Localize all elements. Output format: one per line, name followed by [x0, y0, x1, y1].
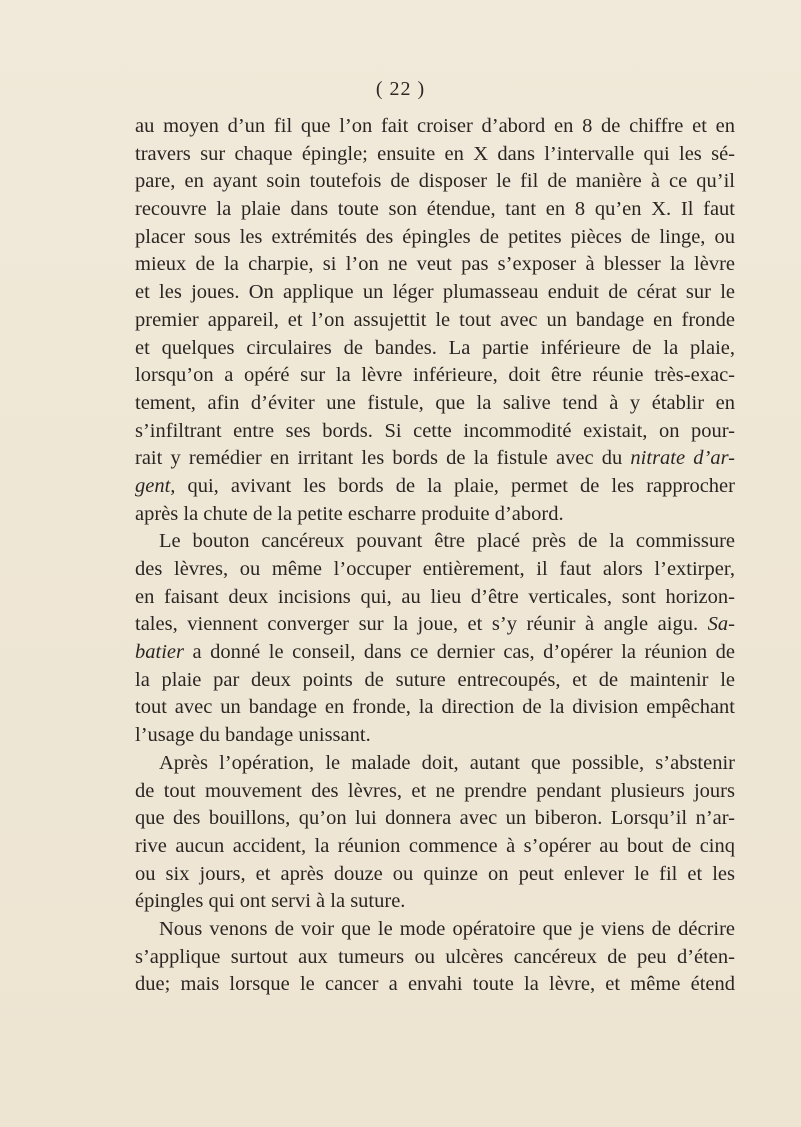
- text-line: Nous venons de voir que le mode opératoire que je viens de décrire: [159, 917, 735, 940]
- text-line: [135, 445, 735, 473]
- text-line: en faisant deux incisions qui, au lieu d’être verticales, sont horizon-: [135, 585, 735, 608]
- text-line: de tout mouvement des lèvres, et ne prendre pendant plusieurs jours: [135, 779, 735, 802]
- text-line: après la chute de la petite escharre produite d’abord.: [135, 502, 564, 525]
- text-line: [135, 473, 735, 501]
- text-line: [135, 611, 735, 639]
- text-line: au moyen d’un fil que l’on fait croiser d’abord en 8 de chiffre et en: [135, 115, 735, 137]
- text-line: [135, 639, 735, 667]
- text-line: épingles qui ont servi à la suture.: [135, 890, 406, 913]
- page-number: ( 22 ): [375, 78, 426, 100]
- text-line: l’usage du bandage unissant.: [135, 724, 371, 747]
- body-text: [135, 113, 735, 999]
- text-line: tement, afin d’éviter une fistule, que la salive tend à y établir en: [135, 391, 735, 414]
- text-line: premier appareil, et l’on assujettit le tout avec un bandage en fronde: [135, 308, 735, 331]
- text-line: rive aucun accident, la réunion commence à s’opérer au bout de cinq: [135, 834, 735, 857]
- text-line: travers sur chaque épingle; ensuite en X dans l’intervalle qui les sé-: [135, 142, 735, 165]
- text-line: des lèvres, ou même l’occuper entièrement, il faut alors l’extirper,: [135, 558, 735, 580]
- italic-term: batier: [135, 641, 184, 664]
- text-line: due; mais lorsque le cancer a envahi toute la lèvre, et même étend: [135, 973, 735, 996]
- text-line: ou six jours, et après douze ou quinze on peut enlever le fil et les: [135, 862, 735, 885]
- text-line: s’applique surtout aux tumeurs ou ulcères cancéreux de peu d’éten-: [135, 945, 735, 968]
- text-run: tales, viennent converger sur la joue, et s’y réunir à angle aigu.: [135, 613, 708, 636]
- italic-term: gent,: [135, 474, 176, 497]
- text-line: pare, en ayant soin toutefois de disposer le fil de manière à ce qu’il: [135, 170, 735, 193]
- text-line: placer sous les extrémités des épingles de petites pièces de linge, ou: [135, 225, 735, 248]
- text-line: et les joues. On applique un léger plumasseau enduit de cérat sur le: [135, 281, 735, 304]
- text-run: a donné le conseil, dans ce dernier cas, d’opérer la réunion de: [183, 641, 735, 664]
- text-run: qui, avivant les bords de la plaie, permet de les rapprocher: [175, 474, 735, 497]
- text-run: rait y remédier en irritant les bords de la fistule avec du: [135, 447, 631, 470]
- text-line: s’infiltrant entre ses bords. Si cette incommodité existait, on pour-: [135, 419, 735, 442]
- text-line: Le bouton cancéreux pouvant être placé près de la commissure: [159, 530, 735, 553]
- text-line: mieux de la charpie, si l’on ne veut pas s’exposer à blesser la lèvre: [135, 253, 735, 276]
- text-line: lorsqu’on a opéré sur la lèvre inférieure, doit être réunie très-exac-: [135, 364, 735, 387]
- text-line: et quelques circulaires de bandes. La partie inférieure de la plaie,: [135, 336, 735, 359]
- italic-term: nitrate d’ar-: [630, 447, 735, 470]
- text-line: la plaie par deux points de suture entrecoupés, et de maintenir le: [135, 668, 735, 691]
- text-line: recouvre la plaie dans toute son étendue, tant en 8 qu’en X. Il faut: [135, 198, 735, 221]
- text-line: Après l’opération, le malade doit, autant que possible, s’abstenir: [159, 751, 735, 774]
- italic-term: Sa-: [707, 613, 735, 636]
- text-line: que des bouillons, qu’on lui donnera avec un biberon. Lorsqu’il n’ar-: [135, 807, 735, 830]
- text-line: tout avec un bandage en fronde, la direction de la division empêchant: [135, 696, 735, 719]
